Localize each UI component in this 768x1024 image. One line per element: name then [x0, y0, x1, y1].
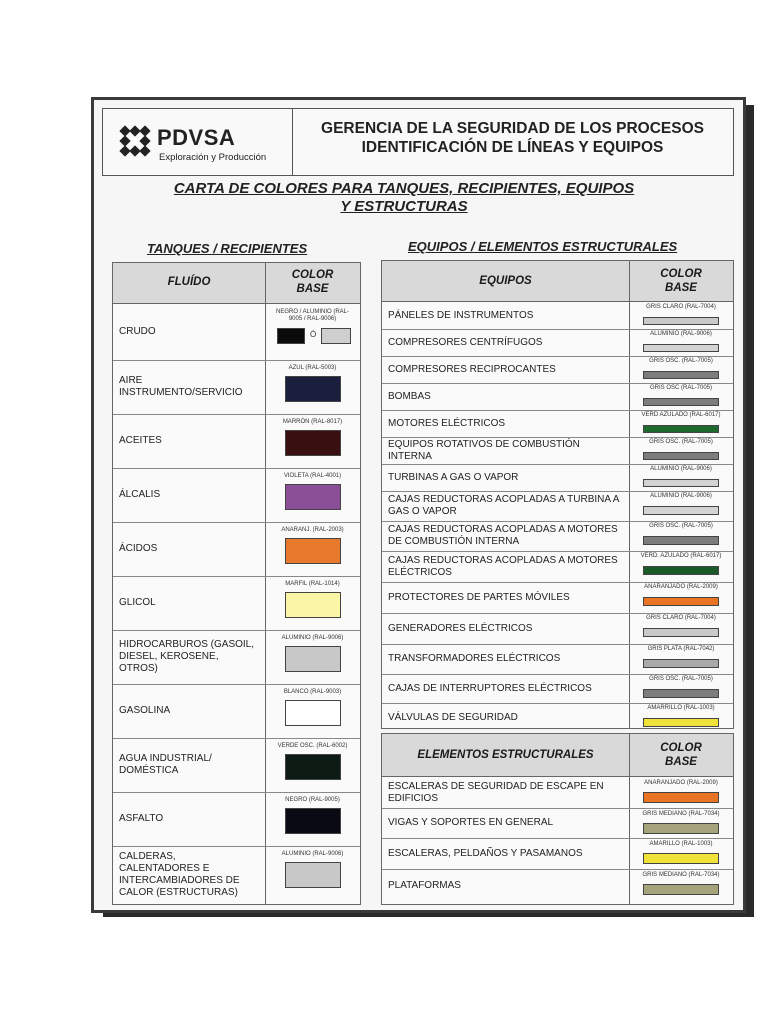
ral-code-label: MARFIL (RAL-1014) — [285, 581, 340, 587]
color-swatch — [643, 628, 719, 637]
table-row — [382, 808, 733, 839]
ral-code-label: NEGRO (RAL-9005) — [285, 797, 340, 803]
table-row — [382, 777, 733, 809]
ral-code-label: GRIS MEDIANO (RAL-7034) — [642, 872, 720, 878]
table-row — [382, 674, 733, 704]
pdvsa-emblem-icon — [117, 123, 153, 159]
table-row — [113, 846, 360, 904]
row-label: BOMBAS — [388, 390, 431, 402]
table-row — [382, 356, 733, 384]
table-row — [382, 302, 733, 330]
color-swatch — [285, 646, 341, 672]
ral-code-label: GRIS OSC (RAL-7005) — [649, 385, 713, 391]
ral-code-label: ALUMINIO (RAL-9006) — [650, 466, 712, 472]
row-label: COMPRESORES CENTRÍFUGOS — [388, 336, 543, 348]
estructurales-column-header: ELEMENTOS ESTRUCTURALES — [417, 749, 594, 761]
estructurales-table-header — [382, 734, 733, 777]
tanques-table — [112, 262, 361, 905]
color-swatch — [285, 376, 341, 402]
ral-code-label: GRIS PLATA (RAL-7042) — [647, 646, 715, 652]
row-label: VIGAS Y SOPORTES EN GENERAL — [388, 817, 554, 828]
color-swatch — [643, 398, 719, 406]
row-label: VÁLVULAS DE SEGURIDAD — [388, 711, 518, 723]
color-swatch — [643, 659, 719, 668]
row-label: TURBINAS A GAS O VAPOR — [388, 471, 519, 483]
row-label: ASFALTO — [119, 813, 164, 824]
color-swatch — [643, 317, 719, 325]
equipos-table — [381, 260, 734, 729]
ral-code-label: VERD AZULADO (RAL-6017) — [641, 412, 721, 418]
brand-subtitle: Exploración y Producción — [159, 152, 267, 163]
header-title-line1: GERENCIA DE LA SEGURIDAD DE LOS PROCESOS — [321, 120, 704, 137]
color-swatch — [643, 853, 719, 864]
chart-title-line1: CARTA DE COLORES PARA TANQUES, RECIPIENTES, EQUIPOS — [173, 180, 635, 197]
table-row — [382, 437, 733, 465]
row-label: ESCALERAS, PELDAÑOS Y PASAMANOS — [388, 847, 583, 859]
ral-code-label: VERDE OSC. (RAL-6002) — [277, 743, 348, 749]
color-base-column-header — [629, 741, 733, 769]
color-base-line2: BASE — [665, 756, 697, 768]
row-label: PROTECTORES DE PARTES MÓVILES — [388, 591, 570, 603]
pdvsa-logo — [103, 109, 293, 175]
table-row — [382, 491, 733, 522]
color-swatch — [643, 452, 719, 460]
color-swatch — [285, 484, 341, 510]
color-swatch — [643, 536, 719, 545]
ral-code-label: ALUMINIO (RAL-9006) — [650, 493, 712, 499]
ral-code-label: AMARRILLO (RAL-1003) — [647, 705, 715, 711]
color-swatch — [643, 597, 719, 606]
chart-title — [134, 180, 674, 216]
color-swatch — [285, 700, 341, 726]
row-label: CAJAS REDUCTORAS ACOPLADAS A TURBINA A GAS O VAPOR — [388, 494, 619, 517]
row-label: COMPRESORES RECIPROCANTES — [388, 363, 556, 375]
table-row — [382, 410, 733, 438]
table-row — [113, 576, 360, 631]
document-header — [102, 108, 734, 176]
color-chart-sheet — [91, 97, 746, 913]
row-label: CAJAS DE INTERRUPTORES ELÉCTRICOS — [388, 682, 592, 694]
ral-code-label: ALUMINIO (RAL-9006) — [650, 331, 712, 337]
row-label: GENERADORES ELÉCTRICOS — [388, 622, 533, 634]
table-row — [113, 684, 360, 739]
table-row — [113, 360, 360, 415]
color-swatch — [643, 479, 719, 487]
row-label: CAJAS REDUCTORAS ACOPLADAS A MOTORES ELÉCTRICOS — [388, 554, 618, 578]
table-row — [113, 792, 360, 847]
ral-code-label: AZUL (RAL-5003) — [288, 365, 337, 371]
table-row — [382, 464, 733, 492]
color-swatch — [643, 792, 719, 803]
ral-code-label: MARRÓN (RAL-8017) — [282, 419, 343, 425]
table-row — [382, 551, 733, 583]
row-label: PÁNELES DE INSTRUMENTOS — [388, 309, 534, 321]
ral-code-label: BLANCO (RAL-9003) — [283, 689, 342, 695]
ral-code-label: GRIS OSC. (RAL-7005) — [649, 523, 713, 529]
color-swatch — [643, 425, 719, 433]
row-label: AIRE INSTRUMENTO/SERVICIO — [119, 375, 243, 398]
ral-code-label: AMARILLO (RAL-1003) — [649, 841, 713, 847]
ral-code-label: VERD. AZULADO (RAL-6017) — [640, 553, 722, 559]
row-label: TRANSFORMADORES ELÉCTRICOS — [388, 653, 561, 664]
brand-name: PDVSA — [157, 125, 236, 150]
row-label: PLATAFORMAS — [388, 879, 461, 891]
row-label: CRUDO — [119, 326, 156, 337]
color-base-line2: BASE — [296, 283, 329, 295]
color-base-line1: COLOR — [660, 742, 702, 754]
table-row — [382, 521, 733, 552]
color-swatch — [285, 538, 341, 564]
ral-code-label: GRIS CLARO (RAL-7004) — [646, 615, 716, 621]
fluido-column-header: FLUÍDO — [167, 276, 211, 288]
row-label: ÁLCALIS — [119, 489, 161, 500]
row-label: ESCALERAS DE SEGURIDAD DE ESCAPE EN EDIFICIOS — [388, 780, 604, 804]
equipos-column-header: EQUIPOS — [479, 275, 532, 287]
chart-title-line2: Y ESTRUCTURAS — [340, 198, 468, 215]
row-label: MOTORES ELÉCTRICOS — [388, 417, 506, 429]
table-row — [382, 838, 733, 870]
color-swatch — [643, 884, 719, 895]
color-swatch — [643, 718, 719, 727]
ral-code-label: GRIS CLARO (RAL-7004) — [646, 304, 716, 310]
table-row — [113, 468, 360, 523]
table-row — [113, 522, 360, 577]
header-title-line2: IDENTIFICACIÓN DE LÍNEAS Y EQUIPOS — [361, 139, 664, 156]
row-label: ACEITES — [119, 435, 162, 446]
color-base-line1: COLOR — [660, 268, 702, 280]
color-swatch — [285, 430, 341, 456]
row-label: HIDROCARBUROS (GASOIL, DIESEL, KEROSENE, OTROS) — [119, 639, 255, 674]
row-label: ÁCIDOS — [119, 543, 158, 554]
color-base-line1: COLOR — [291, 269, 334, 281]
table-row — [382, 329, 733, 357]
color-swatch — [643, 566, 719, 575]
ral-code-label: ANARANJADO (RAL-2009) — [644, 780, 718, 786]
color-swatch — [643, 823, 719, 834]
color-swatch — [321, 328, 351, 344]
ral-code-label: GRIS OSC. (RAL-7005) — [649, 439, 713, 445]
ral-code-label: NEGRO / ALUMINIO (RAL-9005 / RAL-9006) — [275, 309, 349, 322]
ral-code-label: GRIS OSC. (RAL-7005) — [649, 358, 713, 364]
color-swatch — [285, 754, 341, 780]
color-swatch — [643, 689, 719, 698]
color-base-column-header — [629, 267, 733, 295]
equipos-table-header — [382, 261, 733, 302]
row-label: CALDERAS, CALENTADORES E INTERCAMBIADORES DE CALOR (ESTRUCTURAS) — [119, 851, 240, 898]
row-label: CAJAS REDUCTORAS ACOPLADAS A MOTORES DE COMBUSTIÓN INTERNA — [388, 524, 618, 547]
ral-code-label: VIOLETA (RAL-4001) — [283, 473, 342, 479]
row-label: GASOLINA — [119, 705, 171, 716]
color-swatch — [285, 808, 341, 834]
color-base-column-header — [265, 268, 360, 296]
row-label: EQUIPOS ROTATIVOS DE COMBUSTIÓN INTERNA — [388, 438, 580, 462]
equipos-section-title: EQUIPOS / ELEMENTOS ESTRUCTURALES — [408, 239, 678, 254]
ral-code-label: GRIS MEDIANO (RAL-7034) — [642, 811, 720, 817]
table-row — [382, 613, 733, 645]
color-swatch — [285, 592, 341, 618]
tanques-section-title: TANQUES / RECIPIENTES — [147, 241, 308, 256]
table-row — [382, 644, 733, 675]
header-title — [292, 119, 733, 157]
color-swatch — [277, 328, 305, 344]
color-swatch — [643, 506, 719, 515]
table-row — [113, 304, 360, 361]
table-row — [113, 630, 360, 685]
row-label: AGUA INDUSTRIAL/ DOMÉSTICA — [119, 753, 212, 776]
color-swatch — [643, 344, 719, 352]
color-swatch — [285, 862, 341, 888]
color-swatch — [643, 371, 719, 379]
table-row — [382, 582, 733, 614]
ral-code-label: ALUMINIO (RAL-9006) — [281, 851, 344, 857]
or-separator: Ó — [310, 330, 317, 339]
ral-code-label: ANARANJ. (RAL-2003) — [281, 527, 344, 533]
tanques-table-header — [113, 263, 360, 304]
table-row — [382, 383, 733, 411]
table-row — [382, 703, 733, 732]
table-row — [113, 414, 360, 469]
row-label: GLICOL — [119, 597, 156, 608]
table-row — [113, 738, 360, 793]
ral-code-label: GRIS OSC. (RAL-7005) — [649, 676, 713, 682]
ral-code-label: ALUMINIO (RAL-9006) — [281, 635, 344, 641]
estructurales-table — [381, 733, 734, 905]
color-base-line2: BASE — [665, 282, 697, 294]
table-row — [382, 869, 733, 902]
ral-code-label: ANARANJADO (RAL-2009) — [644, 584, 718, 590]
